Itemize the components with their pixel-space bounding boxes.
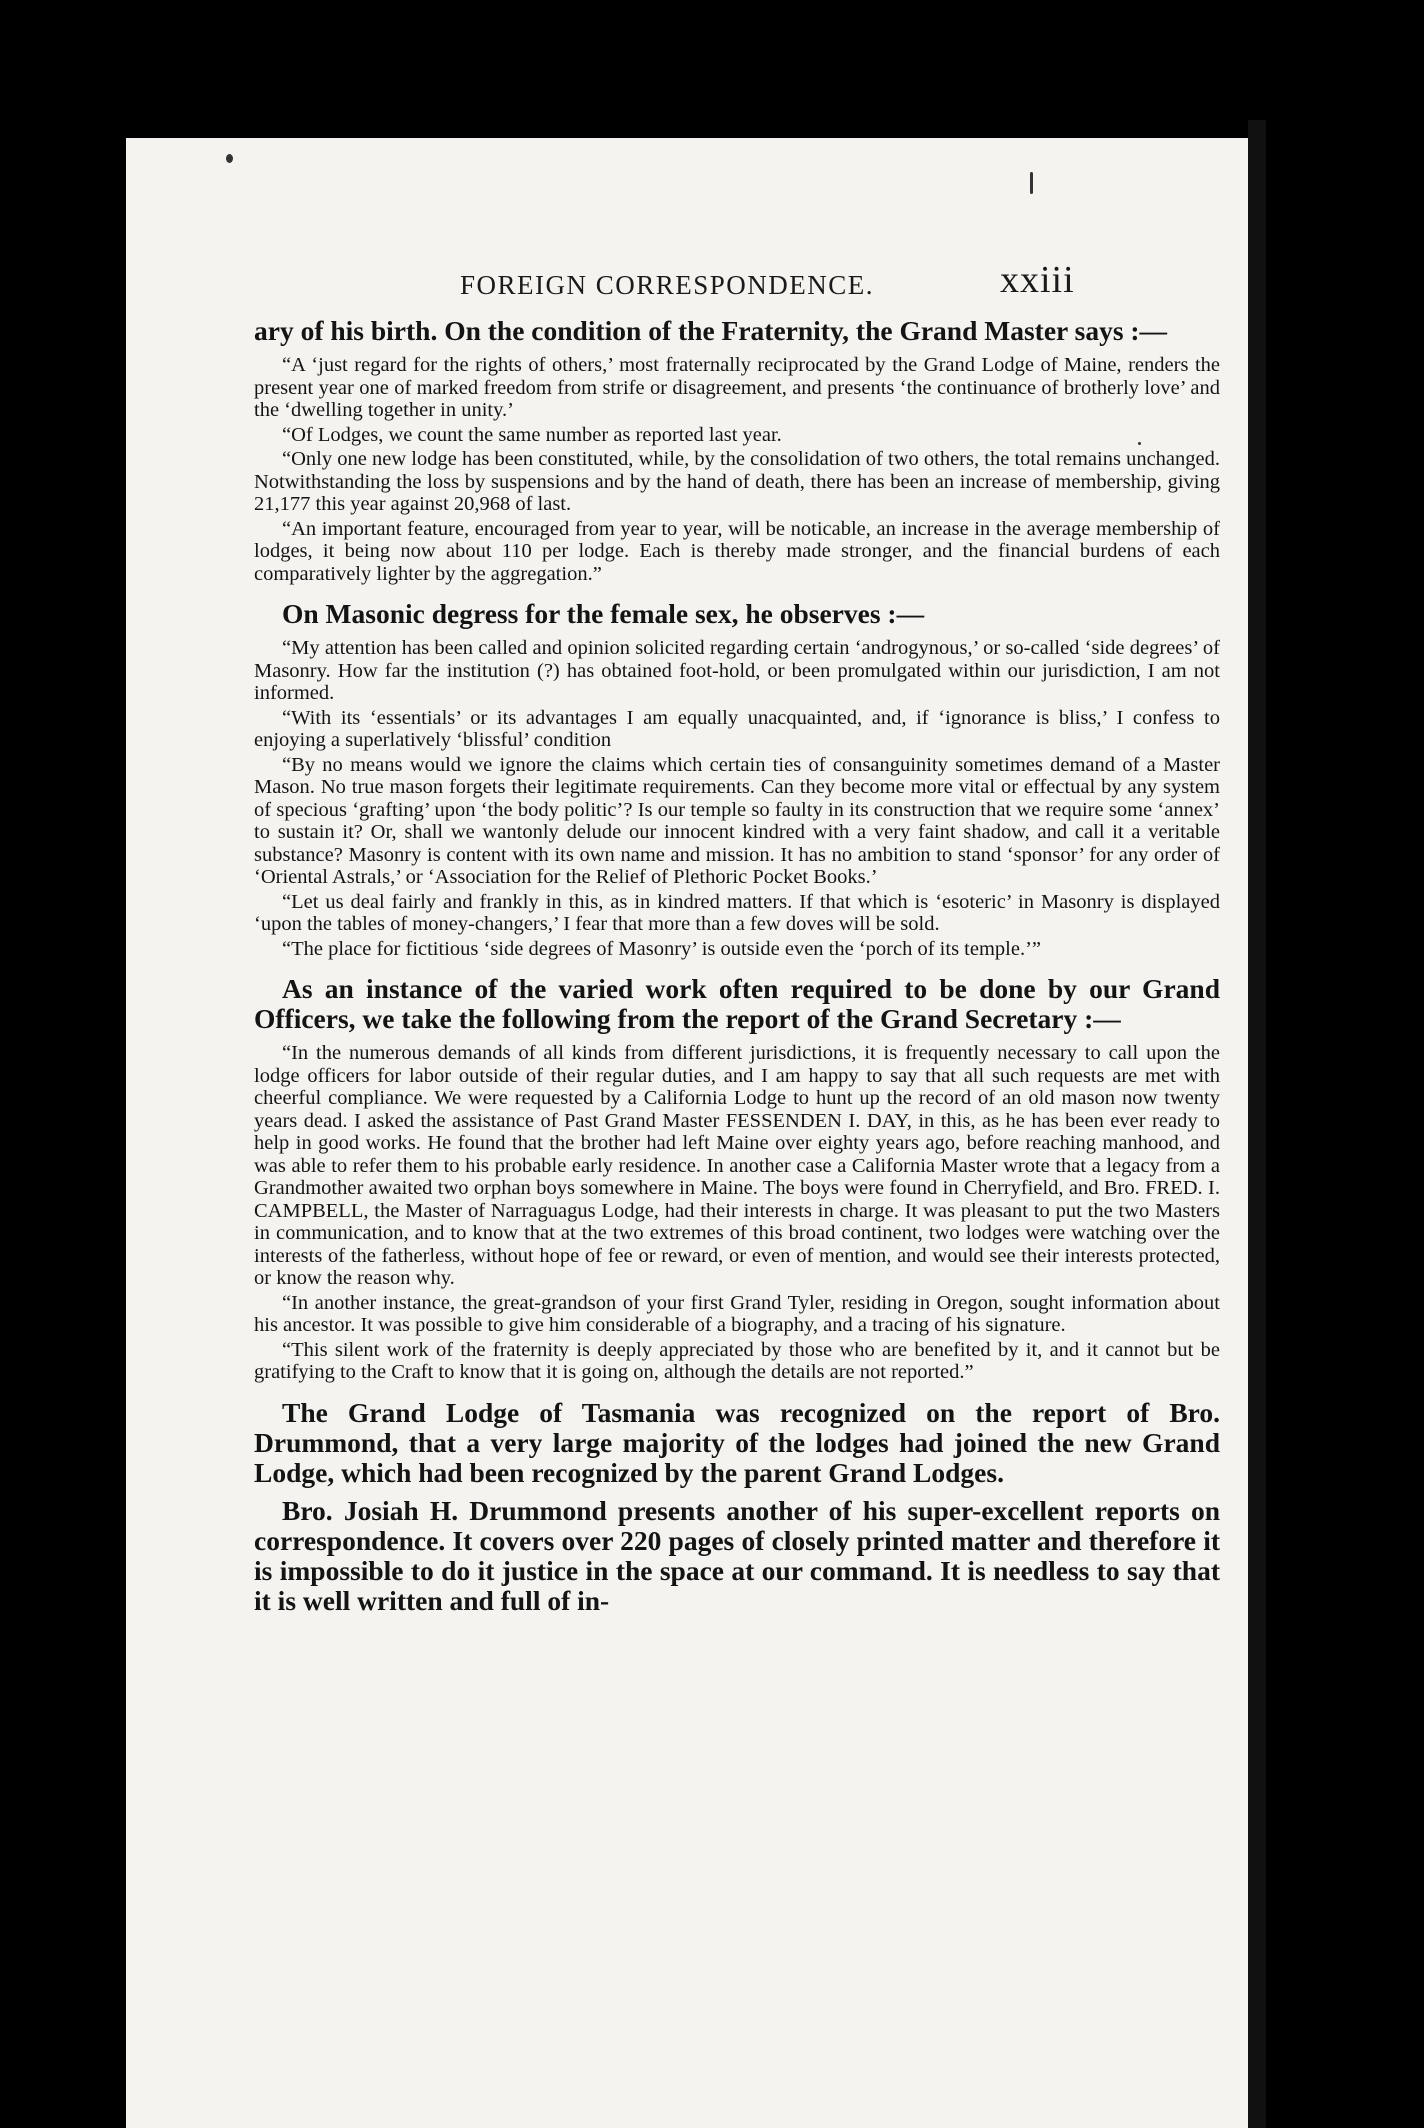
section-intro: ary of his birth. On the condition of the Fraternity, the Grand Master says :— [254,315,1168,346]
quote-paragraph: “An important feature, encouraged from year to year, will be noticable, an increase in the average membership of lodges, it being now about 110 per lodge. Each is thereby made stronger, and the financial burdens of each comparatively lighter by the aggregation.” [254,517,1220,585]
page-header [126,256,1248,306]
quote-paragraph: “In another instance, the great-grandson of your first Grand Tyler, residing in Oregon, sought information about his ancestor. It was possible to give him considerable of a biography, and a tracing of his signature. [254,1291,1220,1336]
quote-paragraph: “This silent work of the fraternity is deeply appreciated by those who are benefited by it, and it cannot but be gratifying to the Craft to know that it is going on, although the details are not reported.” [254,1338,1220,1383]
page-edge-shadow [1248,120,1266,2128]
page-number: xxiii [1000,259,1075,301]
ink-speck [226,154,233,163]
quote-paragraph: “Only one new lodge has been constituted, while, by the consolidation of two others, the total remains unchanged. Notwithstanding the loss by suspensions and by the hand of death, there has been an increase of membership, giving 21,177 this year against 20,968 of last. [254,448,1220,515]
quote-paragraph: “The place for fictitious ‘side degrees of Masonry’ is outside even the ‘porch of its temple.’” [282,937,1042,960]
running-title: FOREIGN CORRESPONDENCE. [460,270,875,300]
closing-paragraph: The Grand Lodge of Tasmania was recognized on the report of Bro. Drummond, that a very large majority of the lodges had joined the new Grand Lodge, which had been recognized by the parent Grand Lodges. [254,1396,1220,1488]
quote-paragraph: “Of Lodges, we count the same number as reported last year. [282,423,782,446]
quote-paragraph: “My attention has been called and opinion solicited regarding certain ‘androgynous,’ or so-called ‘side degrees’ of Masonry. How far the institution (?) has obtained foot-hold, or been promulgated within our jurisdiction, I am not informed. [254,637,1220,704]
page-body [254,316,1220,1624]
section-intro: On Masonic degress for the female sex, he observes :— [282,598,925,629]
ink-speck [1030,172,1033,194]
quote-paragraph: “A ‘just regard for the rights of others,’ most fraternally reciprocated by the Grand Lodge of Maine, renders the present year one of marked freedom from strife or disagreement, and presents ‘the continuance of brotherly love’ and the ‘dwelling together in unity.’ [254,354,1220,421]
section-intro: As an instance of the varied work often required to be done by our Grand Officers, we take the following from the report of the Grand Secretary :— [254,973,1220,1034]
quote-paragraph: “By no means would we ignore the claims which certain ties of consanguinity sometimes demand of a Master Mason. No true mason forgets their legitimate requirements. Can they become more vital or effectual by any system of specious ‘grafting’ upon ‘the body politic’? Is our temple so faulty in its construction that we require some ‘annex’ to sustain it? Or, shall we wantonly delude our innocent kindred with a very faint shadow, and call it a veritable substance? Masonry is content with its own name and mission. It has no ambition to stand ‘sponsor’ for any order of ‘Oriental Astrals,’ or ‘Association for the Relief of Plethoric Pocket Books.’ [254,753,1220,888]
spacer [254,1386,1220,1398]
scanned-page [126,138,1248,2128]
closing-paragraph: Bro. Josiah H. Drummond presents another of his super-excellent reports on correspondence. It covers over 220 pages of closely printed matter and therefore it is impossible to do it justice in the space at our command. It is needless to say that it is well written and full of in- [254,1494,1220,1616]
quote-paragraph: “Let us deal fairly and frankly in this, as in kindred matters. If that which is ‘esoteric’ in Masonry is displayed ‘upon the tables of money-changers,’ I fear that more than a few doves will be sold. [254,890,1220,935]
quote-paragraph: “In the numerous demands of all kinds from different jurisdictions, it is frequently necessary to call upon the lodge officers for labor outside of their regular duties, and I am happy to say that all such requests are met with cheerful compliance. We were requested by a California Lodge to hunt up the record of an old mason now twenty years dead. I asked the assistance of Past Grand Master FESSENDEN I. DAY, in this, as he has been ever ready to help in good works. He found that the brother had left Maine over eighty years ago, before reaching manhood, and was able to refer them to his probable early residence. In another case a California Master wrote that a legacy from a Grandmother awaited two orphan boys somewhere in Maine. The boys were found in Cherryfield, and Bro. FRED. I. CAMPBELL, the Master of Narraguagus Lodge, had their interests in charge. It was pleasant to put the two Masters in communication, and to know that at the two extremes of this broad continent, two lodges were watching over the interests of the fatherless, without hope of fee or reward, or even of mention, and would see their interests protected, or know the reason why. [254,1042,1220,1289]
block-quote [254,637,1220,960]
block-quote [254,1042,1220,1384]
quote-paragraph: “With its ‘essentials’ or its advantages I am equally unacquainted, and, if ‘ignorance is bliss,’ I confess to enjoying a superlatively ‘blissful’ condition [254,706,1220,751]
block-quote [254,354,1220,585]
